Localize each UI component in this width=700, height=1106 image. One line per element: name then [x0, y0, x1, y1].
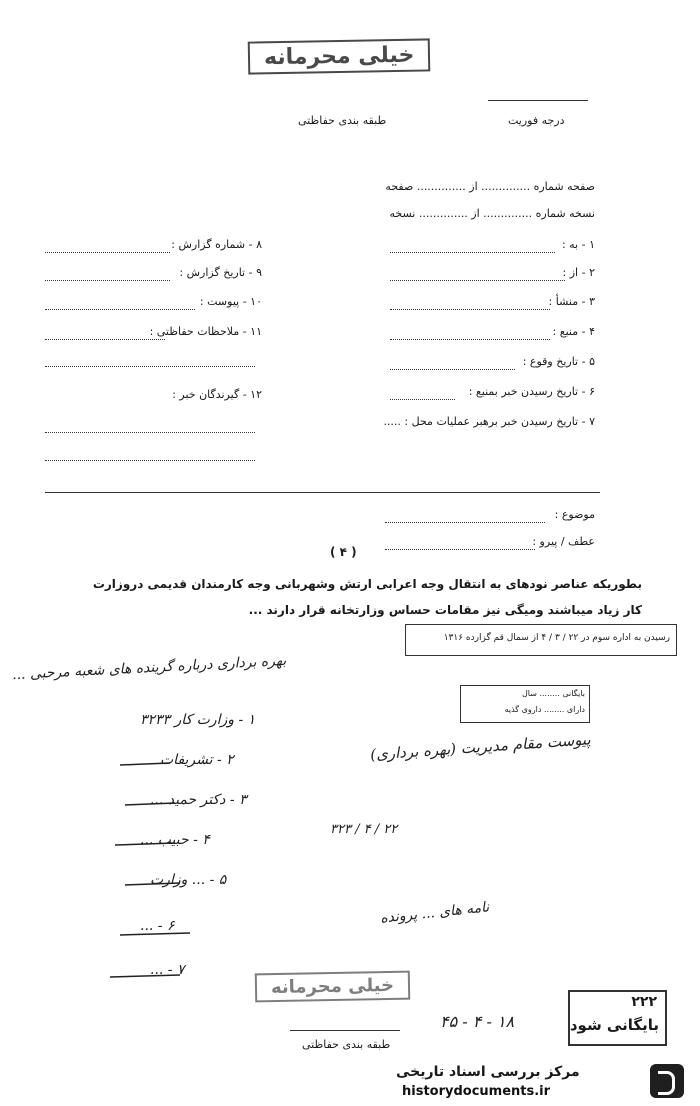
archive-text: بایگانی شود [569, 1016, 659, 1034]
form-item-2: ۲ - از : [562, 266, 595, 279]
classification-label: طبقه بندی حفاظتی [298, 114, 387, 127]
urgency-line [488, 100, 588, 101]
distribution-item-2: ۲ - تشریفات [160, 752, 234, 768]
handwritten-fraction-marks [100, 745, 210, 995]
form-item-5: ۵ - تاریخ وقوع : [522, 355, 595, 368]
body-line-2: کار زیاد میباشند ومیگی نیز مقامات حساس وزارتخانه قرار دارند ... [248, 603, 642, 617]
urgency-label: درجه فوریت [508, 114, 565, 127]
distribution-item-6: ۶ - ... [140, 918, 175, 934]
form-item-8: ۸ - شماره گزارش : [171, 238, 262, 251]
section-divider [45, 492, 600, 493]
distribution-item-5: ۵ - ... وزارت [150, 872, 227, 888]
form-item-11: ۱۱ - ملاحظات حفاظتی : [149, 325, 262, 338]
body-line-1: بطوریکه عناصر نودهای به انتقال وجه اعرابی ارتش وشهربانی وجه کارمندان قدیمی دروزارت [92, 577, 642, 591]
distribution-item-1: ۱ - وزارت کار ۳۲۳۳ [140, 712, 256, 728]
distribution-item-3: ۳ - دکتر حمید ... [150, 792, 247, 808]
archive-small-stamp: بایگانی ........ سال دارای ........ داروی گذیه [460, 685, 590, 723]
watermark-url: historydocuments.ir [402, 1084, 551, 1099]
site-watermark [388, 1062, 693, 1102]
handwritten-bottom-note: نامه های ... پرونده [379, 899, 490, 927]
archive-stamp [568, 990, 667, 1046]
footer-classification-label: طبقه بندی حفاظتی [302, 1038, 391, 1051]
received-stamp-text: رسیدن به اداره سوم در ۲۲ / ۳ / ۴ از سمال قم گزارده ۱۳۱۶ [443, 633, 670, 643]
form-item-9: ۹ - تاریخ گزارش : [179, 266, 262, 279]
distribution-item-4: ۴ - حبیب ... [140, 832, 210, 848]
handwritten-date-note: ۲۲ / ۴ / ۳۲۳ [330, 822, 398, 837]
archive-date: ۱۸ - ۴ - ۴۵ [440, 1012, 515, 1031]
archive-number: ۲۲۲ [631, 994, 657, 1010]
page-number-line: صفحه شماره .............. از .............. صفحه [385, 180, 595, 193]
top-classification-stamp: خیلی محرمانه [248, 38, 431, 74]
handwritten-top-note: بهره برداری درباره گرینده های شعبه مرحبی ... [11, 652, 287, 684]
document-logo-icon [650, 1064, 684, 1098]
form-item-4: ۴ - منبع : [552, 325, 595, 338]
distribution-item-7: ۷ - ... [150, 962, 185, 978]
subject-label: موضوع : [554, 508, 595, 521]
received-stamp-box [405, 624, 677, 656]
form-item-12: ۱۲ - گیرندگان خبر : [172, 388, 262, 401]
handwritten-middle-note: پیوست مقام مدیریت (بهره برداری) [369, 730, 592, 764]
bottom-classification-stamp: خیلی محرمانه [255, 971, 411, 1003]
form-item-3: ۳ - منشأ : [548, 295, 595, 308]
form-item-10: ۱۰ - پیوست : [199, 295, 262, 308]
form-item-6: ۶ - تاریخ رسیدن خبر بمنبع : [468, 385, 595, 398]
form-item-1: ۱ - به : [561, 238, 595, 251]
copy-number-line: نسخه شماره .............. از .............. نسخه [389, 207, 595, 220]
paragraph-number: ( ۴ ) [330, 545, 357, 559]
watermark-title: مرکز بررسی اسناد تاریخی [396, 1064, 580, 1080]
reference-label: عطف / پیرو : [532, 535, 595, 548]
form-item-7: ۷ - تاریخ رسیدن خبر برهبر عملیات محل : ..... [383, 415, 595, 428]
